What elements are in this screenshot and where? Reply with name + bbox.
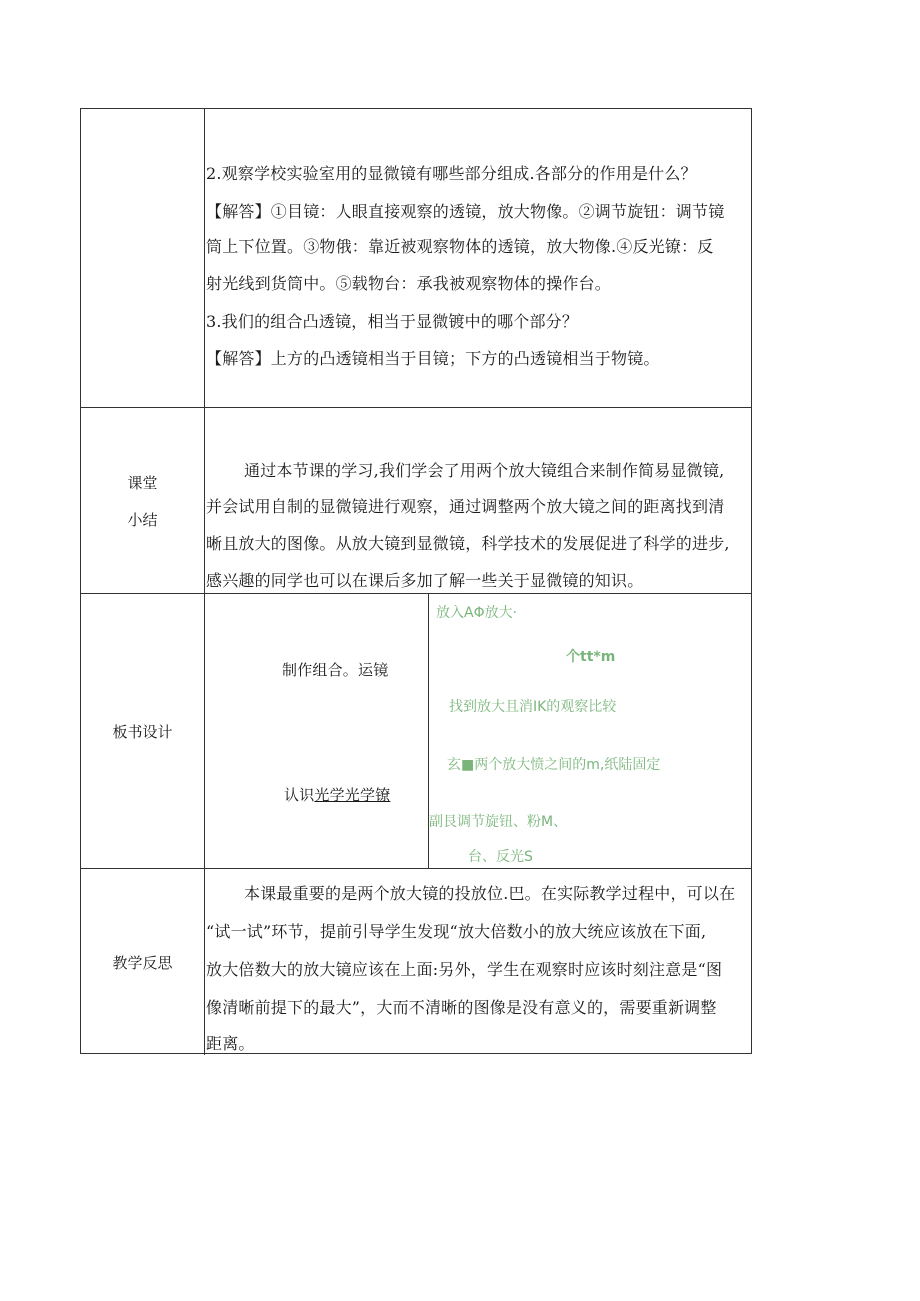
reflection-line-1: 本课最重要的是两个放大镜的投放位.巴。在实际教学过程中，可以在 <box>244 884 736 903</box>
board-left-bottom-underlined: 光学光学镣 <box>314 786 391 804</box>
board-note-2: 个tt*m <box>566 649 616 665</box>
summary-row <box>81 408 751 594</box>
board-design-label-text: 板书设计 <box>112 722 173 741</box>
reflection-line-2: “试一试”环节，提前引导学生发现“放大倍数小的放大统应该放在下面, <box>206 922 707 941</box>
board-note-6: 台、反光S <box>468 849 533 865</box>
summary-label-line-1: 课堂 <box>127 473 158 492</box>
lesson-table <box>80 108 752 1054</box>
summary-line-3: 晰且放大的图像。从放大镜到显微镜，科学技术的发展促进了科学的进步, <box>206 534 730 553</box>
board-design-row <box>81 594 751 869</box>
question-3: 3.我们的组合凸透镜，相当于显微镀中的哪个部分？ <box>206 312 579 331</box>
board-left-top: 制作组合。运镜 <box>282 661 389 679</box>
reflection-line-5: 距离。 <box>206 1034 255 1053</box>
qa-row <box>81 109 751 408</box>
board-left-bottom <box>284 784 390 805</box>
reflection-line-4: 像清晰前提下的最大”，大而不清晰的图像是没有意义的，需要重新调整 <box>206 998 717 1017</box>
qa-row-label-cell <box>81 109 205 407</box>
board-note-1: 放入AΦ放大· <box>436 605 518 621</box>
answer-2-line-1: 【解答】①目镜：人眼直接观察的透镜，放大物像。②调节旋钮：调节镜 <box>206 202 725 221</box>
answer-3: 【解答】上方的凸透镜相当于目镜；下方的凸透镜相当于物镜。 <box>206 349 660 368</box>
summary-line-1: 通过本节课的学习,我们学会了用两个放大镜组合来制作简易显微镜, <box>244 461 725 480</box>
answer-2-line-3: 射光线到货筒中。⑤载物台：承我被观察物体的操作台。 <box>206 274 612 293</box>
summary-line-2: 并会试用自制的显微镜进行观察，通过调整两个放大镜之间的距离找到清 <box>206 497 725 516</box>
reflection-line-3: 放大倍数大的放大镜应该在上面:另外，学生在观察时应该时刻注意是“图 <box>206 960 723 979</box>
summary-label <box>81 408 205 593</box>
board-note-3: 找到放大且消IK的观察比较 <box>449 699 617 715</box>
board-design-content <box>206 594 751 868</box>
summary-line-4: 感兴趣的同学也可以在课后多加了解一些关于显微镜的知识。 <box>206 571 644 590</box>
board-note-5: 副艮调节旋钮、粉M、 <box>429 814 568 830</box>
board-left-bottom-prefix: 认识 <box>284 786 315 804</box>
question-2: 2.观察学校实验室用的显微镜有哪些部分组成.各部分的作用是什么？ <box>206 164 697 183</box>
qa-row-content <box>206 109 751 407</box>
board-design-label <box>81 594 205 868</box>
board-note-4: 玄■两个放大愤之间的m,纸陆固定 <box>447 757 661 773</box>
reflection-content <box>206 869 751 1055</box>
reflection-row <box>81 869 751 1055</box>
summary-content <box>206 408 751 593</box>
answer-2-line-2: 筒上下位置。③物俄：靠近被观察物体的透镜，放大物像.④反光镣：反 <box>206 237 714 256</box>
summary-label-line-2: 小结 <box>127 510 158 529</box>
reflection-label <box>81 869 205 1055</box>
reflection-label-text: 教学反思 <box>112 953 173 972</box>
